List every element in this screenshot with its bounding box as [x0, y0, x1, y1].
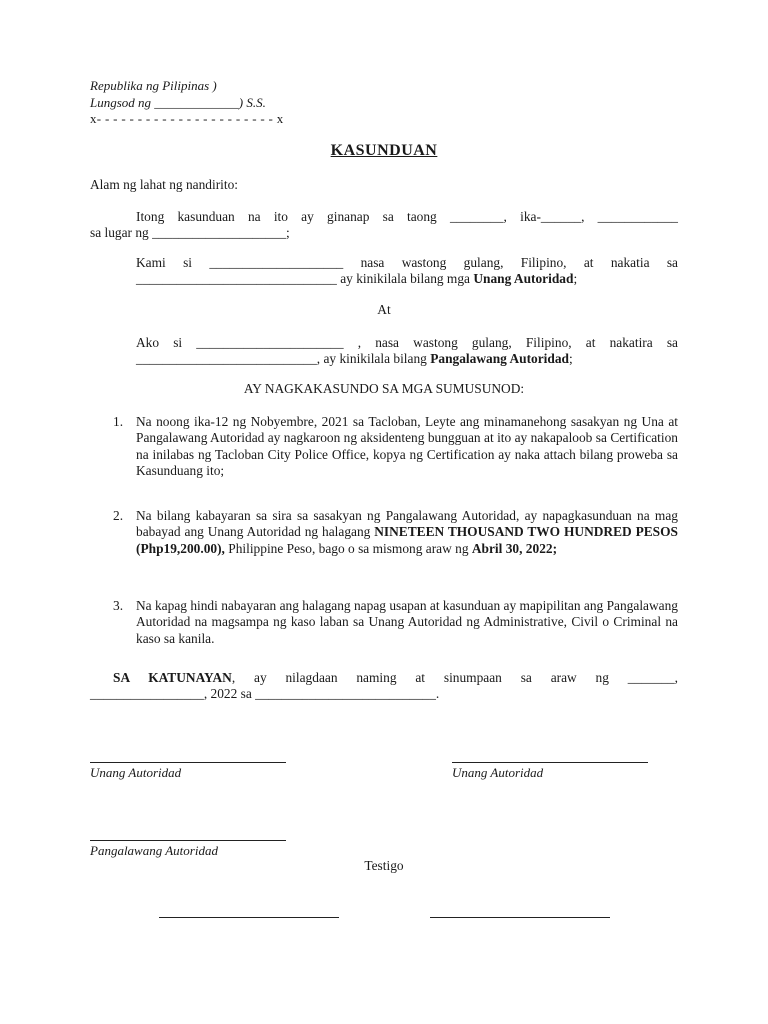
- signature-label-unang-left: Unang Autoridad: [90, 765, 182, 780]
- second-party-role-prefix: ___________________________, ay kinikilala bilang: [136, 351, 431, 367]
- list-number-1: 1.: [113, 414, 124, 429]
- first-party-line: Kami si ____________________ nasa wastong gulang, Filipino, at nakatia sa: [136, 255, 678, 270]
- paragraph-first-party: [136, 255, 678, 288]
- list-item-2: [136, 508, 678, 557]
- list-number-2: 2.: [113, 508, 124, 523]
- header-republic: Republika ng Pilipinas ): [90, 78, 217, 93]
- signature-line-unang-left: [90, 762, 286, 763]
- item2-due-date: Abril 30, 2022;: [471, 540, 558, 556]
- closing-line-2: _________________, 2022 sa ___________________________.: [90, 686, 440, 702]
- item2-text-middle: Philippine Peso, bago o sa mismong araw ng: [224, 540, 472, 556]
- intro-text: Alam ng lahat ng nandirito:: [90, 177, 239, 192]
- list-item-1: Na noong ika-12 ng Nobyembre, 2021 sa Tacloban, Leyte ang minamanehong sasakyan ng Una at Pangalawang Autoridad ay nagkaroon ng aksidenteng bungguan at ito ay nakapaloob sa Certification na inilabas ng Tacloban City Police Office, kopya ng Certification ay naka attach bilang proweba sa Kasunduang ito;: [136, 414, 678, 479]
- paragraph-place-line: sa lugar ng ____________________;: [90, 225, 290, 241]
- agreement-heading: AY NAGKAKASUNDO SA MGA SUMUSUNOD:: [243, 381, 525, 396]
- header-divider: x- - - - - - - - - - - - - - - - - - - - - - x: [90, 111, 284, 126]
- list-number-3: 3.: [113, 598, 124, 613]
- first-party-role-bold: Unang Autoridad: [473, 271, 574, 287]
- signature-label-pangalawang: Pangalawang Autoridad: [90, 843, 218, 858]
- signature-line-unang-right: [452, 762, 648, 763]
- document-title: KASUNDUAN: [330, 142, 438, 159]
- closing-line-1: [90, 670, 678, 686]
- first-party-role-end: ;: [573, 271, 578, 287]
- item2-amount: NINETEEN THOUSAND TWO HUNDRED PESOS (Php19,200.00),: [136, 524, 678, 556]
- paragraph-date-place: [90, 209, 678, 242]
- first-party-role-prefix: ______________________________ ay kinikilala bilang mga: [136, 271, 474, 287]
- closing-line-1-rest: , ay nilagdaan naming at sinumpaan sa araw ng _______,: [231, 670, 679, 685]
- second-party-role-end: ;: [568, 351, 573, 367]
- witness-label: Testigo: [364, 858, 404, 873]
- signature-label-unang-right: Unang Autoridad: [452, 765, 544, 780]
- paragraph-date-line: Itong kasunduan na ito ay ginanap sa taong ________, ika-______, ____________: [136, 209, 678, 224]
- list-item-3: Na kapag hindi nabayaran ang halagang napag usapan at kasunduan ay mapipilitan ang Pangalawang Autoridad na magsampa ng kaso laban sa Unang Autoridad ng Administrative, Civil o Criminal na kaso sa kanila.: [136, 598, 678, 646]
- second-party-role-bold: Pangalawang Autoridad: [430, 351, 569, 367]
- first-party-role-line: [136, 271, 678, 287]
- signature-line-pangalawang: [90, 840, 286, 841]
- second-party-line: Ako si ______________________ , nasa wastong gulang, Filipino, at nakatira sa: [136, 335, 678, 350]
- signature-line-witness-2: [430, 917, 610, 918]
- conjunction-at: At: [377, 302, 391, 317]
- signature-line-witness-1: [159, 917, 339, 918]
- second-party-role-line: [136, 351, 678, 367]
- closing-paragraph: [90, 670, 678, 703]
- item2-text-start: Na bilang kabayaran sa sira sa sasakyan ng Pangalawang Autoridad, ay napagkasunduan na mag babayad ang Unang Autoridad ng halagang: [136, 508, 678, 540]
- paragraph-second-party: [136, 335, 678, 368]
- header-city: Lungsod ng _____________) S.S.: [90, 95, 266, 110]
- closing-bold: SA KATUNAYAN: [113, 670, 232, 685]
